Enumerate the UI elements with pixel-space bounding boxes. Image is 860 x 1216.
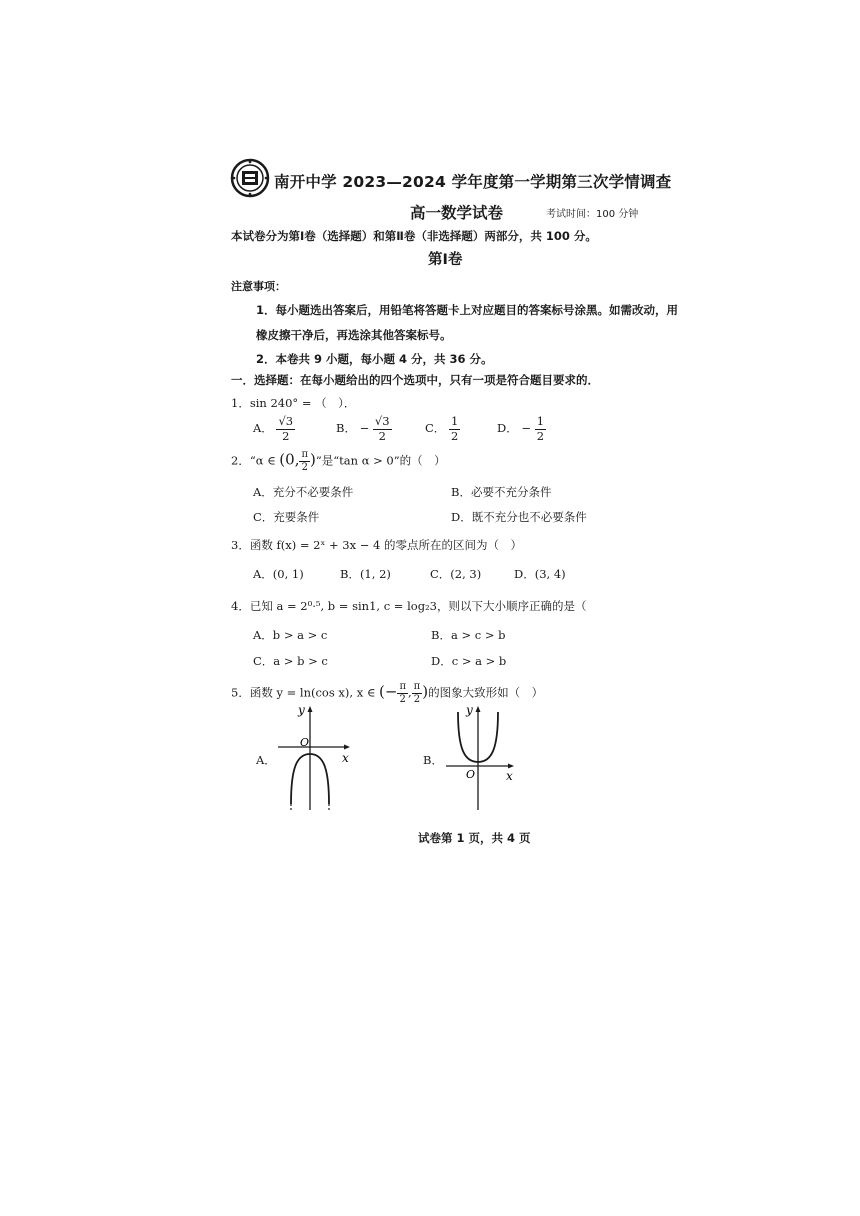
y-axis-arrow xyxy=(308,706,313,712)
question-2-option-a: A．充分不必要条件 xyxy=(253,485,354,499)
origin-label: O xyxy=(300,736,310,749)
fraction xyxy=(412,682,423,705)
question-3-option-d: D．(3, 4) xyxy=(514,567,566,581)
fraction xyxy=(535,416,546,442)
interval-left: (− xyxy=(379,682,398,701)
fraction-numerator: √3 xyxy=(374,414,390,428)
fraction-numerator: π xyxy=(413,681,421,692)
y-axis-arrow xyxy=(476,706,481,712)
question-4-stem: 4．已知 a = 2⁰·⁵, b = sin1, c = log₂3，则以下大小顺序正确的是（ xyxy=(231,599,587,613)
question-2-option-b: B．必要不充分条件 xyxy=(451,485,552,499)
comma: , xyxy=(408,685,412,700)
fraction xyxy=(276,416,295,442)
option-label: B． xyxy=(336,421,356,435)
question-5-option-a-label: A． xyxy=(256,753,276,767)
option-label: D． xyxy=(497,421,518,435)
notice-item-1-line-1: 1．每小题选出答案后，用铅笔将答题卡上对应题目的答案标号涂黑。如需改动，用 xyxy=(256,303,678,317)
section-heading: 一．选择题：在每小题给出的四个选项中，只有一项是符合题目要求的． xyxy=(231,373,599,387)
x-axis-label: x xyxy=(342,751,349,765)
fraction-denominator: 2 xyxy=(301,462,308,473)
interval-right: ) xyxy=(310,450,316,469)
question-1-option-b xyxy=(336,416,392,442)
fraction-denominator: 2 xyxy=(536,428,545,443)
question-1-option-c xyxy=(425,416,460,442)
fraction xyxy=(373,416,392,442)
stem-text: 2．“α ∈ xyxy=(231,453,280,468)
question-4-option-b: B．a > c > b xyxy=(431,628,506,642)
fraction-numerator: π xyxy=(399,681,407,692)
notice-item-2: 2．本卷共 9 小题，每小题 4 分，共 36 分。 xyxy=(256,352,493,366)
question-1-option-d xyxy=(497,416,546,442)
fraction-denominator: 2 xyxy=(450,428,459,443)
option-label: C． xyxy=(425,421,446,435)
y-axis-label: y xyxy=(466,703,473,717)
origin-label: O xyxy=(466,768,476,781)
stem-text: ”是“tan α > 0”的（ ） xyxy=(315,453,446,468)
exam-time: 考试时间：100 分钟 xyxy=(546,209,639,220)
school-logo-icon xyxy=(230,158,270,198)
fraction xyxy=(397,682,408,705)
notice-item-1-line-2: 橡皮擦干净后，再选涂其他答案标号。 xyxy=(256,328,452,342)
question-2-option-d: D．既不充分也不必要条件 xyxy=(451,510,587,524)
fraction xyxy=(449,416,460,442)
question-1-stem: 1．sin 240° = （ ）． xyxy=(231,396,356,410)
option-label: A． xyxy=(253,421,273,435)
x-axis-arrow xyxy=(508,764,514,769)
fraction-numerator: 1 xyxy=(536,414,545,428)
interval-left: (0, xyxy=(279,450,300,469)
interval-right: ) xyxy=(422,682,429,701)
x-axis-label: x xyxy=(506,769,513,783)
question-4-option-a: A．b > a > c xyxy=(253,628,328,642)
stem-text: 5．函数 y = ln(cos x), x ∈ xyxy=(231,685,380,700)
fraction-denominator: 2 xyxy=(399,694,406,705)
question-2-option-c: C．充要条件 xyxy=(253,510,320,524)
part-heading: 第Ⅰ卷 xyxy=(428,252,463,268)
y-axis-label: y xyxy=(298,703,305,717)
fraction-denominator: 2 xyxy=(282,428,290,443)
exam-title: 南开中学 2023—2024 学年度第一学期第三次学情调查 xyxy=(274,173,672,191)
question-2-stem xyxy=(231,450,446,473)
stem-text: 的图象大致形如（ ） xyxy=(428,685,544,700)
question-4-option-c: C．a > b > c xyxy=(253,654,328,668)
notice-heading: 注意事项： xyxy=(231,280,286,293)
fraction-numerator: √3 xyxy=(278,414,294,428)
fraction-denominator: 2 xyxy=(413,694,421,705)
minus-sign: − xyxy=(521,421,532,435)
fraction xyxy=(299,450,310,473)
question-1-option-a xyxy=(253,416,295,442)
page-footer: 试卷第 1 页，共 4 页 xyxy=(418,831,531,845)
question-3-option-c: C．(2, 3) xyxy=(430,567,482,581)
fraction-numerator: 1 xyxy=(450,414,459,428)
fraction-denominator: 2 xyxy=(378,428,386,443)
question-3-stem: 3．函数 f(x) = 2ˣ + 3x − 4 的零点所在的区间为（ ） xyxy=(231,538,522,552)
fraction-numerator: π xyxy=(301,449,309,460)
question-4-option-d: D．c > a > b xyxy=(431,654,507,668)
question-5-option-b-label: B． xyxy=(423,753,443,767)
x-axis-arrow xyxy=(344,745,350,750)
question-5-graph-a xyxy=(270,700,360,812)
exam-intro: 本试卷分为第Ⅰ卷（选择题）和第Ⅱ卷（非选择题）两部分，共 100 分。 xyxy=(231,229,597,243)
question-3-option-b: B．(1, 2) xyxy=(340,567,391,581)
exam-subject: 高一数学试卷 xyxy=(410,204,504,222)
minus-sign: − xyxy=(359,421,370,435)
question-3-option-a: A．(0, 1) xyxy=(253,567,304,581)
question-5-graph-b xyxy=(438,700,528,812)
